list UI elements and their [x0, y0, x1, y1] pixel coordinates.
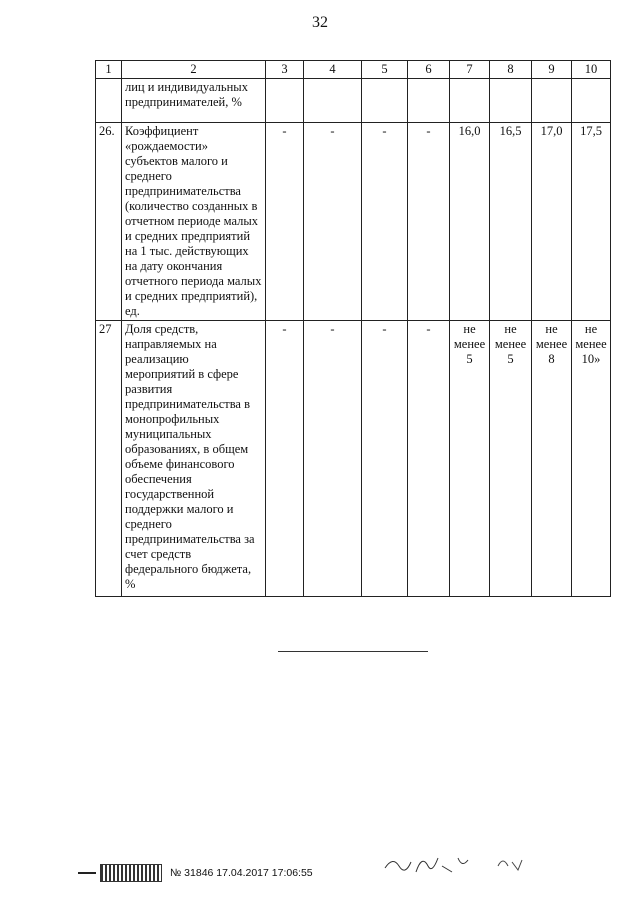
row-value: [572, 79, 611, 123]
registration-number: № 31846 17.04.2017 17:06:55: [170, 867, 313, 879]
row-value: -: [304, 123, 362, 321]
table-row: [96, 123, 611, 321]
header-cell: 7: [450, 61, 490, 79]
row-value: 17,5: [572, 123, 611, 321]
row-value: -: [362, 123, 408, 321]
header-cell: 5: [362, 61, 408, 79]
table-row: [96, 321, 611, 597]
row-number: 26.: [96, 123, 122, 321]
row-description: лиц и индивидуальных предпринимателей, %: [122, 79, 266, 123]
end-divider: [278, 651, 428, 652]
row-value: [266, 79, 304, 123]
row-value: не менее 10»: [572, 321, 611, 597]
row-description: Коэффициент «рождаемости» субъектов малого и среднего предпринимательства (количество созданных в отчетном периоде малых и средних предприятий на 1 тыс. действующих на дату окончания отчетного периода малых и средних предприятий), ед.: [122, 123, 266, 321]
registration-footer: [78, 858, 378, 888]
barcode-stamp-icon: [100, 864, 162, 882]
row-value: [304, 79, 362, 123]
row-value: [450, 79, 490, 123]
signature-icon: [380, 848, 540, 878]
header-cell: 4: [304, 61, 362, 79]
row-value: -: [266, 321, 304, 597]
row-number: 27: [96, 321, 122, 597]
row-value: [532, 79, 572, 123]
header-cell: 1: [96, 61, 122, 79]
row-value: не менее 8: [532, 321, 572, 597]
row-description: Доля средств, направляемых на реализацию мероприятий в сфере развития предпринимательства в монопрофильных муниципальных образованиях, в общем объеме финансового обеспечения государственной поддержки малого и среднего предпринимательства за счет средств федерального бюджета, %: [122, 321, 266, 597]
header-cell: 10: [572, 61, 611, 79]
row-value: -: [304, 321, 362, 597]
row-value: -: [266, 123, 304, 321]
row-value: [362, 79, 408, 123]
header-cell: 2: [122, 61, 266, 79]
header-cell: 9: [532, 61, 572, 79]
row-value: -: [362, 321, 408, 597]
row-number: [96, 79, 122, 123]
header-cell: 8: [490, 61, 532, 79]
table-row: [96, 79, 611, 123]
row-value: -: [408, 321, 450, 597]
row-value: [490, 79, 532, 123]
row-value: 16,5: [490, 123, 532, 321]
row-value: 16,0: [450, 123, 490, 321]
header-cell: 6: [408, 61, 450, 79]
indicators-table: [95, 60, 611, 597]
row-value: -: [408, 123, 450, 321]
row-value: не менее 5: [490, 321, 532, 597]
table-header-row: [96, 61, 611, 79]
row-value: не менее 5: [450, 321, 490, 597]
page-number: 32: [312, 14, 328, 31]
stamp-mark: [78, 872, 96, 874]
row-value: 17,0: [532, 123, 572, 321]
header-cell: 3: [266, 61, 304, 79]
row-value: [408, 79, 450, 123]
